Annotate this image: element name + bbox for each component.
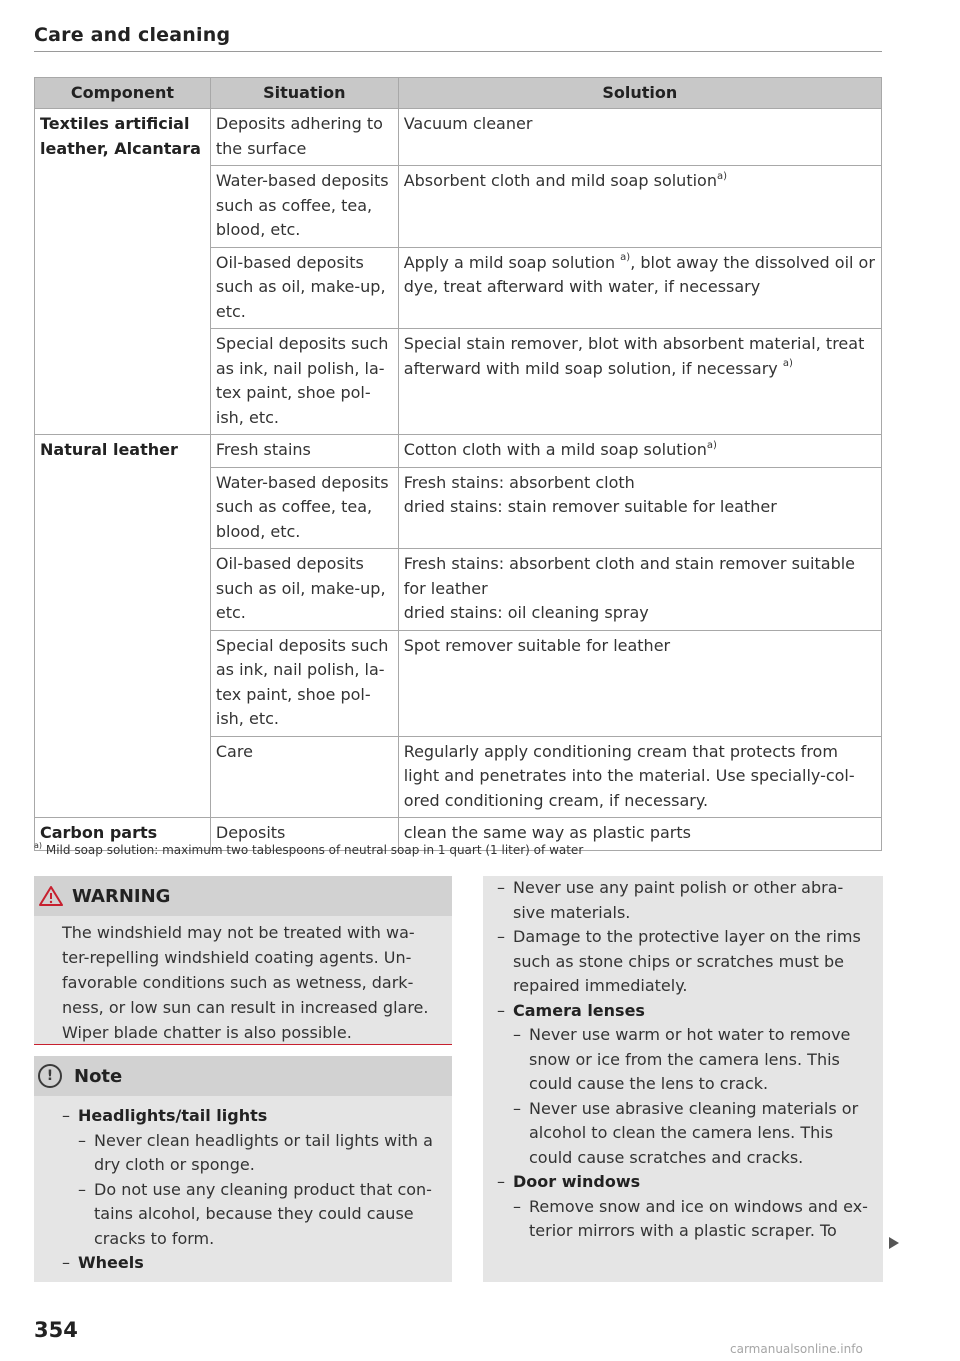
list-item: [497, 999, 875, 1171]
situation-cell: Special deposits such as ink, nail polish, la-tex paint, shoe pol-ish, etc.: [210, 329, 398, 435]
list-item: [497, 876, 875, 999]
solution-cell: Regularly apply conditioning cream that protects from light and penetrates into the material. Use specially-col-ored conditioning cream, if necessary.: [398, 736, 881, 818]
footnote-mark: a): [34, 841, 43, 850]
note-section-title: Camera lenses: [513, 1000, 645, 1020]
situation-cell: Fresh stains: [210, 435, 398, 468]
situation-cell: Water-based deposits such as coffee, tea, blood, etc.: [210, 166, 398, 248]
note-title: Note: [74, 1065, 123, 1087]
component-cell: Natural leather: [35, 435, 211, 818]
continue-arrow-icon: [889, 1237, 899, 1249]
list-item: – Never clean headlights or tail lights with a dry cloth or sponge.: [78, 1129, 442, 1178]
component-cell: Carbon parts: [35, 818, 211, 851]
situation-cell: Deposits adhering to the surface: [210, 109, 398, 166]
situation-cell: Special deposits such as ink, nail polish, la-tex paint, shoe pol-ish, etc.: [210, 630, 398, 736]
watermark: carmanualsonline.info: [730, 1342, 863, 1356]
situation-cell: Oil-based deposits such as oil, make-up, etc.: [210, 549, 398, 631]
list-item: [497, 1170, 875, 1244]
list-item: – Do not use any cleaning product that con-tains alcohol, because they could cause cracks to form.: [78, 1178, 442, 1252]
table-header-row: [35, 78, 882, 109]
component-cell: Textiles artificial leather, Alcantara: [35, 109, 211, 435]
note-continuation: [483, 876, 883, 1282]
column-header: Solution: [398, 78, 881, 109]
note-section-title: Headlights/tail lights: [78, 1106, 268, 1125]
footnote-mark: a): [716, 170, 727, 182]
solution-cell: Special stain remover, blot with absorbent material, treat afterward with mild soap solution, if necessary $^{a)}$: [398, 329, 881, 435]
list-item: – Never use any paint polish or other abra-sive materials.: [497, 876, 875, 925]
solution-cell: Cotton cloth with a mild soap solution$^{a)}$: [398, 435, 881, 468]
solution-cell: Fresh stains: absorbent cloth dried stains: stain remover suitable for leather: [398, 467, 881, 549]
list-item: – Remove snow and ice on windows and ex-terior mirrors with a plastic scraper. To: [513, 1195, 875, 1244]
solution-cell: Apply a mild soap solution $^{a)}$, blot away the dissolved oil or dye, treat afterward with water, if necessary: [398, 247, 881, 329]
cleaning-table: [34, 77, 882, 851]
column-header: Situation: [210, 78, 398, 109]
table-row: [35, 109, 882, 166]
note-section-title: Door windows: [513, 1172, 641, 1191]
note-section-title: Wheels: [78, 1253, 144, 1272]
footnote-mark: a): [706, 439, 717, 451]
footnote-mark: a): [782, 358, 793, 370]
warning-box: [34, 876, 452, 1045]
list-item: [62, 1251, 442, 1276]
solution-cell: clean the same way as plastic parts: [398, 818, 881, 851]
column-header: Component: [35, 78, 211, 109]
list-item: – Never use warm or hot water to remove snow or ice from the camera lens. This could cause the lens to crack.: [513, 1023, 875, 1097]
solution-cell: Spot remover suitable for leather: [398, 630, 881, 736]
list-item: – Damage to the protective layer on the rims such as stone chips or scratches must be repaired immediately.: [497, 925, 875, 999]
note-box: [34, 1056, 452, 1282]
note-list-continued: [483, 876, 883, 1244]
solution-cell: Absorbent cloth and mild soap solution$^{a)}$: [398, 166, 881, 248]
list-item: [62, 1104, 442, 1251]
page-number: 354: [34, 1318, 78, 1342]
footnote-mark: a): [620, 252, 631, 264]
solution-cell: Fresh stains: absorbent cloth and stain remover suitable for leather dried stains: oil cleaning spray: [398, 549, 881, 631]
situation-cell: Care: [210, 736, 398, 818]
situation-cell: Deposits: [210, 818, 398, 851]
footnote-text: Mild soap solution: maximum two tablespoons of neutral soap in 1 quart (1 liter) of water: [45, 843, 584, 857]
note-list: [34, 1096, 452, 1276]
situation-cell: Water-based deposits such as coffee, tea, blood, etc.: [210, 467, 398, 549]
note-header: [34, 1056, 452, 1096]
table-row: [35, 435, 882, 468]
note-info-icon: !: [38, 1064, 62, 1088]
header-divider: [34, 51, 882, 52]
warning-title: WARNING: [72, 885, 171, 907]
section-title: Care and cleaning: [34, 24, 231, 46]
warning-text: The windshield may not be treated with wa-ter-repelling windshield coating agents. Un-favorable conditions such as wetness, dark-ness, or low sun can result in increased glare. Wiper blade chatter is also possible.: [62, 923, 429, 1042]
list-item: – Never use abrasive cleaning materials or alcohol to clean the camera lens. This could cause scratches and cracks.: [513, 1097, 875, 1171]
situation-cell: Oil-based deposits such as oil, make-up, etc.: [210, 247, 398, 329]
warning-triangle-icon: [38, 885, 64, 907]
warning-header: [34, 876, 452, 916]
footnote: [34, 843, 583, 857]
solution-cell: Vacuum cleaner: [398, 109, 881, 166]
